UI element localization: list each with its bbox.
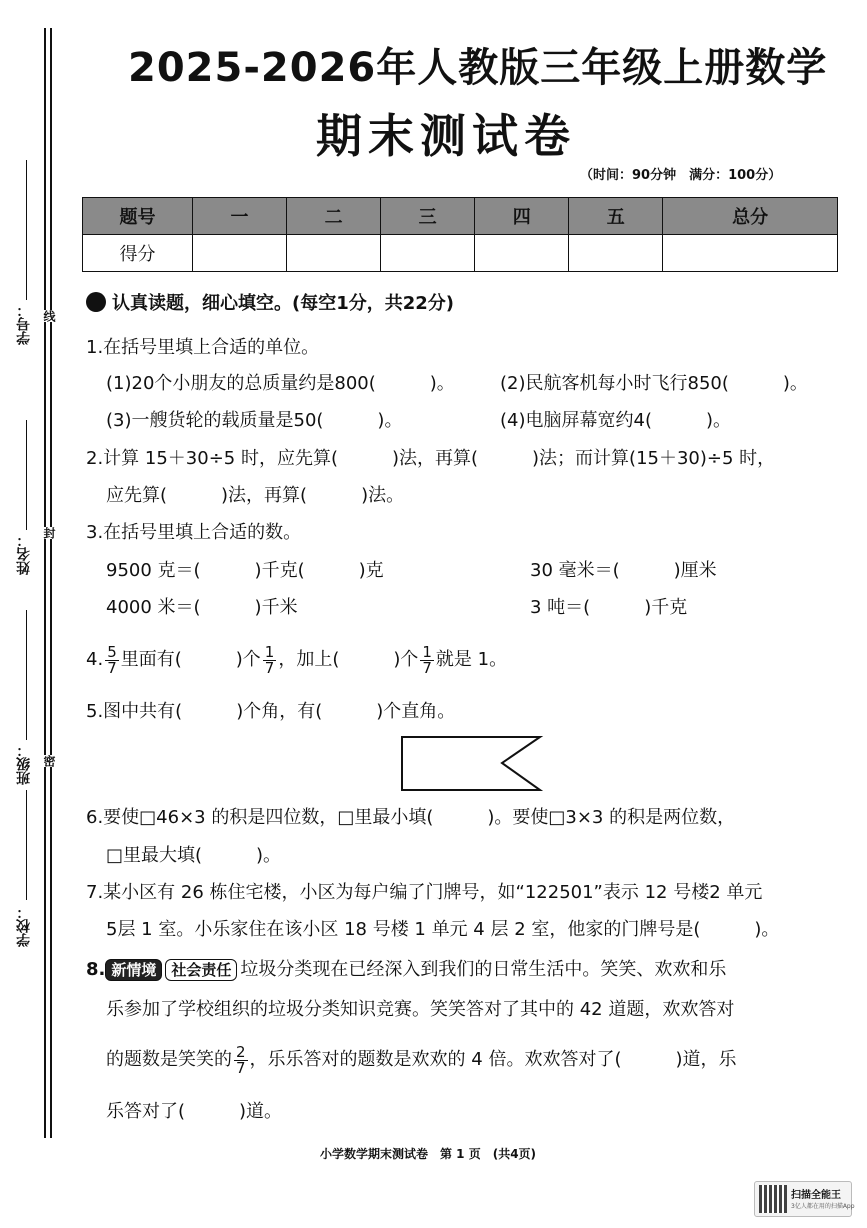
binding-line-outer (44, 28, 46, 1138)
q3-part-3: 4000 米＝( )千米 (106, 597, 298, 618)
section-1-heading (86, 292, 454, 316)
score-cell[interactable] (569, 235, 663, 272)
q7-line-1: 7.某小区有 26 栋住宅楼，小区为每户编了门牌号，如“122501”表示 12 号楼2 单元 (86, 882, 763, 903)
q3-part-1: 9500 克＝( )千克( )克 (106, 560, 384, 581)
q1-part-1: (1)20个小朋友的总质量约是800( )。 (106, 373, 455, 394)
student-id-blank (26, 160, 27, 300)
binding-line-inner (50, 28, 52, 1138)
score-table (82, 197, 838, 272)
scanner-watermark (754, 1181, 855, 1217)
q4-number: 4. (86, 649, 104, 670)
fraction-5-7: $\frac{5}{7}$ (107, 642, 117, 677)
qr-code-icon (759, 1185, 787, 1213)
q2-line-1: 2.计算 15＋30÷5 时，应先算( )法，再算( )法；而计算(15＋30)÷5 时， (86, 448, 776, 469)
score-table-header (83, 198, 838, 235)
exam-title: 2025-2026年人教版三年级上册数学 (128, 45, 828, 91)
binding-mark-seal: 封 (42, 527, 56, 539)
exam-subtitle: 期末测试卷 (316, 109, 576, 163)
class-blank (26, 610, 27, 740)
q6-line-2: □里最大填( )。 (106, 845, 282, 866)
q5-flag-figure (400, 735, 545, 793)
binding-mark-line: 线 (42, 310, 56, 322)
score-table-row (83, 235, 838, 272)
name-blank (26, 420, 27, 530)
q3-part-2: 30 毫米＝( )厘米 (530, 560, 717, 581)
new-context-tag: 新情境 (105, 959, 162, 981)
score-cell[interactable] (287, 235, 381, 272)
q2-line-2: 应先算( )法，再算( )法。 (106, 485, 405, 506)
page-footer: 小学数学期末测试卷 第 1 页 (共4页) (320, 1147, 537, 1161)
q4-text-1: 里面有( )个 (120, 649, 261, 670)
q5-line: 5.图中共有( )个角，有( )个直角。 (86, 701, 456, 722)
q8-text-1: 垃圾分类现在已经深入到我们的日常生活中。笑笑、欢欢和乐 (240, 959, 727, 980)
q4-line (86, 640, 507, 680)
score-cell[interactable] (475, 235, 569, 272)
binding-mark-secret: 密 (42, 755, 56, 767)
q3-stem: 3.在括号里填上合适的数。 (86, 522, 302, 543)
score-cell[interactable] (193, 235, 287, 272)
q1-part-4: (4)电脑屏幕宽约4( )。 (500, 410, 731, 431)
social-responsibility-tag: 社会责任 (165, 959, 237, 981)
scanner-subtitle: 3亿人都在用的扫描App (791, 1203, 855, 1210)
fraction-2-7: $\frac{2}{7}$ (236, 1042, 246, 1077)
score-cell[interactable] (663, 235, 838, 272)
score-header-cell: 五 (569, 198, 663, 235)
student-id-label: 学号： (16, 303, 32, 345)
q8-line-3 (106, 1040, 737, 1080)
section-number-badge (86, 292, 106, 312)
q4-text-3: 就是 1。 (435, 649, 508, 670)
q4-text-2: ，加上( )个 (278, 649, 419, 670)
score-header-cell: 一 (193, 198, 287, 235)
q8-text-3a: 的题数是笑笑的 (106, 1049, 232, 1070)
q1-part-2: (2)民航客机每小时飞行850( )。 (500, 373, 808, 394)
fraction-1-7: $\frac{1}{7}$ (264, 642, 275, 677)
q8-number: 8. (86, 959, 106, 980)
q8-line-4: 乐答对了( )道。 (106, 1101, 283, 1122)
q8-line-2: 乐参加了学校组织的垃圾分类知识竞赛。笑笑答对了其中的 42 道题，欢欢答对 (106, 999, 735, 1020)
score-header-cell: 题号 (83, 198, 193, 235)
school-blank (26, 790, 27, 900)
class-label: 班级： (16, 743, 32, 785)
score-header-cell: 总分 (663, 198, 838, 235)
name-label: 姓名： (16, 533, 32, 575)
q1-part-3: (3)一艘货轮的载质量是50( )。 (106, 410, 403, 431)
q8-text-3b: ，乐乐答对的题数是欢欢的 4 倍。欢欢答对了( )道，乐 (249, 1049, 737, 1070)
q7-line-2: 5层 1 室。小乐家住在该小区 18 号楼 1 单元 4 层 2 室，他家的门牌号是( )。 (106, 919, 780, 940)
score-cell[interactable] (381, 235, 475, 272)
q1-stem: 1.在括号里填上合适的单位。 (86, 337, 320, 358)
section-1-heading-text: 认真读题，细心填空。(每空1分，共22分) (112, 293, 455, 314)
q3-part-4: 3 吨＝( )千克 (530, 597, 688, 618)
score-row-label: 得分 (83, 235, 193, 272)
scanner-title: 扫描全能王 (791, 1190, 841, 1201)
score-header-cell: 四 (475, 198, 569, 235)
q6-line-1: 6.要使□46×3 的积是四位数，□里最小填( )。要使□3×3 的积是两位数， (86, 807, 736, 828)
fraction-1-7: $\frac{1}{7}$ (422, 642, 432, 677)
score-header-cell: 二 (287, 198, 381, 235)
school-label: 学校： (16, 905, 32, 947)
q8-line-1 (86, 958, 726, 982)
exam-meta: （时间：90分钟 满分：100分） (580, 168, 782, 183)
score-header-cell: 三 (381, 198, 475, 235)
